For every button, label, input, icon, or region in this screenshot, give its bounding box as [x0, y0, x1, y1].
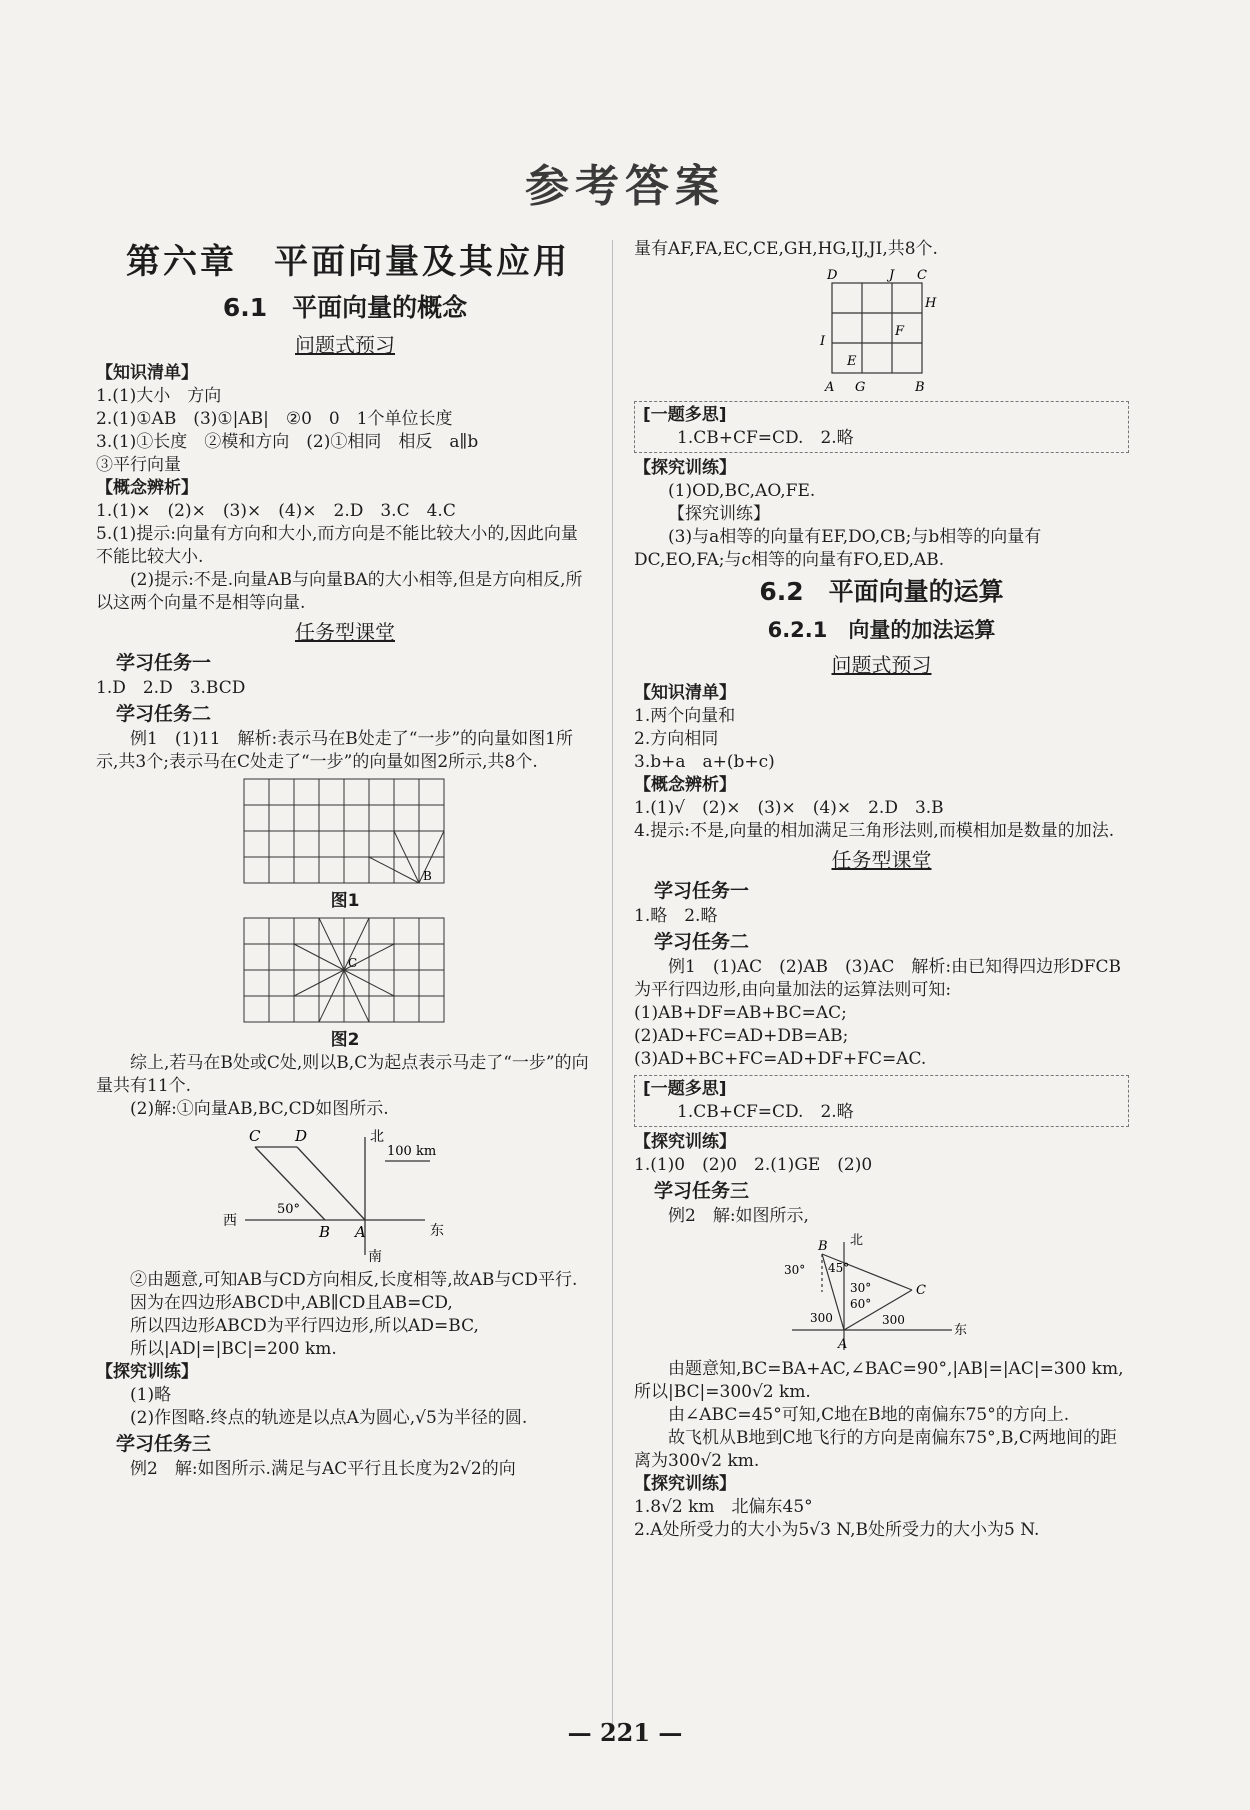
- nav-angle-30b: 30°: [849, 1281, 871, 1295]
- example-text: 例2 解:如图所示.满足与AC平行且长度为2√2的向: [130, 1459, 516, 1479]
- diagram-label-c: C: [249, 1127, 261, 1145]
- figure-1-grid: [243, 778, 447, 886]
- grid-vector-diagram: [817, 265, 947, 397]
- tag-preview: [96, 328, 594, 362]
- answer-line: 1.(1)大小 方向: [96, 386, 222, 406]
- diagram-label-d: D: [295, 1127, 308, 1145]
- right-column: [634, 238, 1129, 1542]
- answer-line: 所以四边形ABCD为平行四边形,所以AD=BC,: [130, 1316, 479, 1336]
- knowledge-list-heading: 【知识清单】: [634, 683, 736, 703]
- section-title: 6.1 平面向量的概念: [222, 293, 468, 322]
- answer-line: 1.(1)× (2)× (3)× (4)× 2.D 3.C 4.C: [96, 501, 456, 521]
- tag-classroom-text: 任务型课堂: [295, 620, 395, 644]
- answer-line: 故飞机从B地到C地飞行的方向是南偏东75°,B,C两地间的距离为300√2 km.: [634, 1428, 1117, 1471]
- nav-label-b: B: [817, 1239, 828, 1254]
- nav-label-c: C: [915, 1283, 926, 1298]
- task-heading: 学习任务二: [116, 703, 212, 725]
- knowledge-list-heading: 【知识清单】: [96, 363, 198, 383]
- answer-line: 4.提示:不是,向量的相加满足三角形法则,而模相加是数量的加法.: [634, 821, 1115, 841]
- figure-2-grid: [243, 917, 447, 1025]
- thinking-box: [634, 401, 1129, 453]
- grid-label-f: F: [894, 324, 904, 339]
- nav-angle-60: 60°: [849, 1297, 871, 1311]
- column-divider: [612, 240, 613, 1730]
- diagram-label-b: B: [319, 1223, 331, 1241]
- answer-line: 1.两个向量和: [634, 706, 736, 726]
- diagram-south: 南: [368, 1249, 382, 1265]
- answer-line: 1.CB+CF=CD. 2.略: [677, 428, 854, 448]
- answer-line: (2)提示:不是.向量AB与向量BA的大小相等,但是方向相反,所以这两个向量不是相等向量.: [96, 570, 583, 613]
- answer-line: (1)OD,BC,AO,FE.: [668, 481, 816, 501]
- tag-preview-text: 问题式预习: [831, 653, 932, 677]
- concept-heading: 【概念辨析】: [634, 775, 736, 795]
- nav-north: 北: [849, 1233, 863, 1248]
- nav-east: 东: [953, 1323, 967, 1338]
- answer-line: (2)AD+FC=AD+DB=AB;: [634, 1026, 849, 1046]
- tag-preview-text: 问题式预习: [295, 333, 395, 357]
- page-title: 参考答案: [525, 161, 725, 212]
- figure-2-label-c: C: [348, 956, 358, 970]
- exploration-heading: 【探究训练】: [634, 1132, 736, 1152]
- answer-line: ②由题意,可知AB与CD方向相反,长度相等,故AB与CD平行.: [130, 1270, 578, 1290]
- grid-label-a: A: [824, 380, 834, 395]
- tag-classroom-text: 任务型课堂: [831, 848, 932, 872]
- nav-dist-300b: 300: [881, 1313, 905, 1327]
- answer-line: 3.(1)①长度 ②模和方向 (2)①相同 相反 a∥b: [96, 432, 479, 452]
- concept-heading: 【概念辨析】: [96, 478, 198, 498]
- answer-line: (1)略: [130, 1385, 172, 1405]
- task-heading: 学习任务一: [654, 880, 750, 902]
- left-column: [96, 238, 594, 1481]
- answer-line: 由∠ABC=45°可知,C地在B地的南偏东75°的方向上.: [668, 1405, 1070, 1425]
- grid-label-b: B: [914, 380, 925, 395]
- answer-line: 1.CB+CF=CD. 2.略: [677, 1102, 854, 1122]
- answer-line: 2.方向相同: [634, 729, 719, 749]
- figure-caption: 图2: [330, 1030, 360, 1050]
- answer-line: (3)与a相等的向量有EF,DO,CB;与b相等的向量有DC,EO,FA;与c相等的向量有FO,ED,AB.: [634, 527, 1042, 570]
- task-heading: 学习任务三: [116, 1433, 212, 1455]
- example-text: 例1 (1)11 解析:表示马在B处走了“一步”的向量如图1所示,共3个;表示马在C处走了“一步”的向量如图2所示,共8个.: [96, 729, 573, 772]
- figure-1-label-b: B: [423, 869, 432, 883]
- answer-line: (1)AB+DF=AB+BC=AC;: [634, 1003, 847, 1023]
- grid-label-e: E: [846, 354, 856, 369]
- grid-label-j: J: [888, 268, 894, 283]
- nav-dist-300a: 300: [809, 1311, 833, 1325]
- section-title: 6.2 平面向量的运算: [759, 577, 1004, 606]
- nav-angle-45: 45°: [827, 1261, 849, 1275]
- example-text: 例1 (1)AC (2)AB (3)AC 解析:由已知得四边形DFCB为平行四边形,由向量加法的运算法则可知:: [634, 957, 1122, 1000]
- answer-line: 5.(1)提示:向量有方向和大小,而方向是不能比较大小的,因此向量不能比较大小.: [96, 524, 578, 567]
- tag-classroom: [96, 615, 594, 649]
- exploration-heading: 【探究训练】: [634, 1474, 736, 1494]
- answer-line: 2.(1)①AB (3)①|AB| ②0 0 1个单位长度: [96, 409, 453, 429]
- diagram-north: 北: [370, 1129, 384, 1145]
- answer-line: (3)AD+BC+FC=AD+DF+FC=AC.: [634, 1049, 927, 1069]
- answer-line: 综上,若马在B处或C处,则以B,C为起点表示马走了“一步”的向量共有11个.: [96, 1053, 589, 1096]
- answer-line: (2)解:①向量AB,BC,CD如图所示.: [130, 1099, 389, 1119]
- grid-label-h: H: [924, 296, 936, 311]
- navigation-diagram: [782, 1232, 982, 1354]
- diagram-angle: 50°: [277, 1202, 301, 1217]
- diagram-west: 西: [223, 1213, 237, 1229]
- page-number: — 221 —: [567, 1718, 683, 1747]
- answer-line: ③平行向量: [96, 455, 181, 475]
- thinking-heading: [一题多思]: [643, 1079, 727, 1099]
- nav-label-a: A: [837, 1337, 847, 1352]
- example-text: 例2 解:如图所示,: [668, 1206, 809, 1226]
- answer-line: 量有AF,FA,EC,CE,GH,HG,IJ,JI,共8个.: [634, 239, 938, 259]
- answer-line: 2.A处所受力的大小为5√3 N,B处所受力的大小为5 N.: [634, 1520, 1040, 1540]
- answer-line: 1.(1)0 (2)0 2.(1)GE (2)0: [634, 1155, 873, 1175]
- figure-caption: 图1: [330, 891, 360, 911]
- subsection-title: 6.2.1 向量的加法运算: [767, 618, 996, 642]
- answer-line: (2)作图略.终点的轨迹是以点A为圆心,√5为半径的圆.: [130, 1408, 528, 1428]
- answer-line: 由题意知,BC=BA+AC,∠BAC=90°,|AB|=|AC|=300 km,所以|BC|=300√2 km.: [634, 1359, 1124, 1402]
- answer-line: 3.b+a a+(b+c): [634, 752, 775, 772]
- grid-label-d: D: [826, 268, 837, 283]
- diagram-east: 东: [430, 1223, 444, 1239]
- task-heading: 学习任务三: [654, 1180, 750, 1202]
- nav-angle-30a: 30°: [783, 1263, 805, 1277]
- answer-line: 【探究训练】: [668, 504, 770, 524]
- thinking-heading: [一题多思]: [643, 405, 727, 425]
- grid-label-g: G: [854, 380, 865, 395]
- answer-line: 1.8√2 km 北偏东45°: [634, 1497, 813, 1517]
- grid-label-i: I: [819, 334, 825, 349]
- grid-label-c: C: [916, 268, 927, 283]
- thinking-box: [634, 1075, 1129, 1127]
- tag-classroom: [634, 843, 1129, 877]
- answer-line: 1.略 2.略: [634, 906, 718, 926]
- chapter-title: 第六章 平面向量及其应用: [126, 242, 570, 282]
- answer-line: 所以|AD|=|BC|=200 km.: [130, 1339, 337, 1359]
- diagram-label-a: A: [355, 1223, 366, 1241]
- exploration-heading: 【探究训练】: [634, 458, 736, 478]
- direction-diagram: [215, 1125, 475, 1265]
- answer-line: 1.(1)√ (2)× (3)× (4)× 2.D 3.B: [634, 798, 944, 818]
- answer-line: 1.D 2.D 3.BCD: [96, 678, 246, 698]
- task-heading: 学习任务一: [116, 652, 212, 674]
- answer-line: 因为在四边形ABCD中,AB∥CD且AB=CD,: [130, 1293, 453, 1313]
- tag-preview: [634, 648, 1129, 682]
- exploration-heading: 【探究训练】: [96, 1362, 198, 1382]
- task-heading: 学习任务二: [654, 931, 750, 953]
- diagram-scale: 100 km: [387, 1144, 437, 1159]
